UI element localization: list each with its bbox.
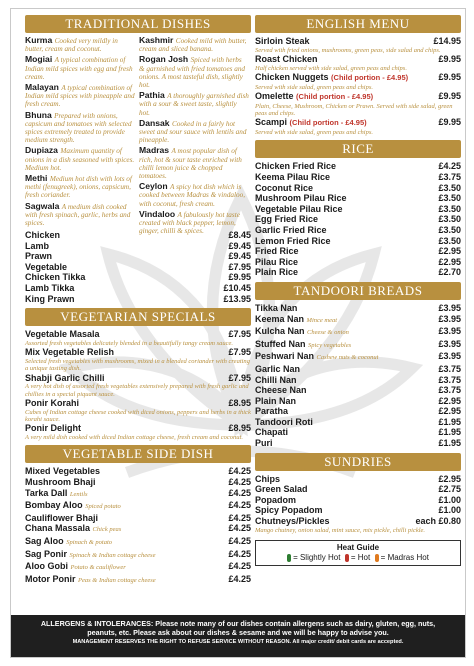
menu-row <box>255 484 461 495</box>
menu-row <box>255 438 461 449</box>
menu-row <box>25 272 251 283</box>
item-name: Sag Aloo Spinach & potato <box>25 535 113 546</box>
item-price: £4.25 <box>228 500 251 511</box>
item-name: Garlic Nan <box>255 363 301 374</box>
item-price: £7.95 <box>228 372 251 383</box>
english-list <box>255 36 461 136</box>
menu-row <box>255 204 461 215</box>
dish-description-item <box>25 146 135 172</box>
dish-description-item <box>25 83 135 109</box>
item-description: Selected fresh vegetables with mushrooms, mixed in a blended coriander with creating a unique tasting dish. <box>25 357 250 373</box>
menu-row <box>25 423 251 434</box>
item-name: Chicken <box>25 230 61 240</box>
menu-row <box>255 267 461 278</box>
item-name: Chutneys/Pickles <box>255 516 330 527</box>
menu-row <box>25 347 251 358</box>
menu-row <box>255 303 461 314</box>
tandoori-list <box>255 303 461 449</box>
item-price: £1.95 <box>438 427 461 438</box>
dish-name: Ceylon <box>139 181 171 192</box>
dish-name: Rogan Josh <box>139 54 191 65</box>
menu-row <box>255 225 461 236</box>
item-description: Served with side salad, green peas and chips. <box>255 129 374 136</box>
dish-description: Cooked in a fairly hot sweet and sour sauce with lentils and pineapple. <box>139 119 247 145</box>
menu-row <box>255 417 461 428</box>
vegetarian-specials-header: VEGETARIAN SPECIALS <box>25 308 251 326</box>
menu-row <box>255 375 461 386</box>
item-name: Popadom <box>255 494 297 505</box>
footer-line-3: MANAGEMENT RESERVES THE RIGHT TO REFUSE SERVICE WITHOUT REASON. All major credit/ debit cards are accepted. <box>72 639 404 645</box>
item-price: £2.95 <box>438 256 461 267</box>
menu-row <box>255 172 461 183</box>
traditional-desc-left <box>25 36 135 229</box>
menu-row <box>255 339 461 352</box>
item-price: £3.50 <box>438 182 461 193</box>
item-price: each £0.80 <box>415 516 461 527</box>
item-price: £1.95 <box>438 438 461 449</box>
dish-description-item <box>25 55 135 81</box>
item-price: £1.00 <box>438 494 461 505</box>
dish-description: A typical combination of Indian mild spices with pineapple and fresh cream. <box>25 84 135 109</box>
item-price: £4.25 <box>228 573 251 584</box>
menu-row <box>25 283 251 294</box>
item-name: Stuffed Nan Spicy vegetables <box>255 338 352 349</box>
item-name: Tarka Dall Lentils <box>25 487 88 498</box>
menu-row <box>255 314 461 327</box>
chili-green-icon <box>287 554 291 562</box>
item-name: Spicy Popadom <box>255 505 323 516</box>
footer-line-1: ALLERGENS & INTOLERANCES: Please note many of our dishes contain allergens such as dairy, gluten, egg, nuts, <box>40 619 436 628</box>
menu-row <box>255 351 461 364</box>
item-price: £4.25 <box>228 512 251 523</box>
vegetable-side-list <box>25 466 251 586</box>
item-price: £2.75 <box>438 484 461 495</box>
item-name: Omelette (Child portion - £4.95) <box>255 91 374 101</box>
item-note: Lentils <box>69 490 88 498</box>
item-price: £8.95 <box>228 423 251 434</box>
vegetarian-list <box>25 329 251 441</box>
item-note: Spinach & potato <box>66 538 113 546</box>
dish-description-item <box>139 182 249 208</box>
item-description: A very hot dish of assorted fresh vegetables extensively prepared with fresh garlic and chillies in a special piquant sauce. <box>25 383 249 398</box>
item-price: £7.95 <box>228 261 251 272</box>
item-price: £2.95 <box>438 473 461 484</box>
menu-row <box>255 326 461 339</box>
item-price: £3.75 <box>438 172 461 182</box>
item-name: Ponir Delight <box>25 423 81 434</box>
item-description: Assorted fresh vegetables delicately blended in a beautifully tangy cream sauce. <box>25 339 234 347</box>
dish-name: Dupiaza <box>25 145 61 156</box>
menu-row <box>255 427 461 438</box>
heat-slightly: = Slightly Hot <box>293 553 341 563</box>
heat-guide-title: Heat Guide <box>336 543 380 553</box>
item-price: £4.25 <box>228 523 251 534</box>
dish-description: Medium hot dish with lots of methi (fenugreek), onions, capsicum, fresh coriander. <box>25 175 132 200</box>
menu-row <box>25 251 251 262</box>
item-description: Half chicken served with side salad, green peas and chips. <box>255 64 407 72</box>
menu-row <box>25 574 251 587</box>
footer-line-2: peanuts, etc. Please ask about our dishes & sesame and we will be happy to advise you. <box>87 628 389 637</box>
menu-row <box>255 364 461 375</box>
dish-name: Sagwala <box>25 200 62 211</box>
item-name: Coconut Rice <box>255 182 314 193</box>
dish-description: A medium dish cooked with fresh spinach, garlic, herbs and spices. <box>25 202 131 228</box>
item-price: £4.25 <box>228 476 251 487</box>
item-description: A very mild dish cooked with diced Indian cottage cheese, fresh cream and coconut. <box>25 433 243 441</box>
menu-row <box>255 406 461 417</box>
item-price: £3.50 <box>438 214 461 225</box>
sundries-list <box>255 474 461 527</box>
item-price: £2.95 <box>438 395 461 406</box>
dish-description: Cooked very mildly in butter, cream and coconut. <box>25 37 118 54</box>
item-name: Cheese Nan <box>255 385 307 396</box>
item-price: £4.25 <box>228 487 251 498</box>
item-name: Sag Ponir Spinach & Indian cottage cheese <box>25 548 156 559</box>
dish-description: A thoroughly garnished dish with a sour & sweet taste, slightly hot. <box>139 92 249 117</box>
item-price: £1.95 <box>438 416 461 427</box>
dish-description-item <box>139 36 249 53</box>
item-name: Lamb Tikka <box>25 282 75 293</box>
item-name: Mix Vegetable Relish <box>25 347 115 358</box>
item-name: Chapati <box>255 427 289 438</box>
dish-description-item <box>25 202 135 228</box>
menu-row <box>255 91 461 103</box>
item-price: £8.95 <box>228 397 251 408</box>
item-price: £3.95 <box>438 313 461 324</box>
heat-guide-legend <box>260 553 456 563</box>
item-name: Prawn <box>25 251 53 262</box>
item-name: Pilau Rice <box>255 256 299 267</box>
item-name: Vegetable Pilau Rice <box>255 203 343 214</box>
item-name: Scampi (Child portion - £4.95) <box>255 117 367 128</box>
dish-name: Mogiai <box>25 54 55 65</box>
item-price: £9.45 <box>228 251 251 262</box>
item-name: Chilli Nan <box>255 374 297 385</box>
item-price: £10.45 <box>223 282 251 293</box>
chili-orange-icon <box>375 554 379 562</box>
item-name: Puri <box>255 438 273 449</box>
item-name: Vegetable <box>25 261 68 272</box>
item-name: Keema Nan Mince meat <box>255 313 338 324</box>
dish-description-item <box>139 146 249 180</box>
item-price: £4.25 <box>228 548 251 559</box>
item-name: King Prawn <box>25 293 75 304</box>
menu-row <box>255 214 461 225</box>
item-price: £13.95 <box>223 293 251 304</box>
item-name: Garlic Fried Rice <box>255 224 327 235</box>
item-name: Aloo Gobi Potato & cauliflower <box>25 561 126 572</box>
item-price: £4.25 <box>228 561 251 572</box>
right-column <box>255 15 461 566</box>
dish-description: A fabulously hot taste created with black pepper, lemon, ginger, chilli & spices. <box>139 210 240 236</box>
dish-name: Vindaloo <box>139 208 178 219</box>
heat-madras: = Madras Hot <box>380 553 429 563</box>
item-note: Spicy vegetables <box>308 341 352 349</box>
child-portion: (Child portion - £4.95) <box>289 118 367 128</box>
item-name: Chips <box>255 473 281 484</box>
menu-row <box>255 474 461 485</box>
item-name: Egg Fried Rice <box>255 214 319 225</box>
item-price: £1.00 <box>438 505 461 516</box>
dish-name: Kashmir <box>139 35 176 45</box>
item-price: £7.95 <box>228 347 251 358</box>
dish-description: A most popular dish of rich, hot & sour taste enriched with chilli lemon juice & chopped tomatoes. <box>139 147 242 181</box>
item-price: £4.25 <box>438 161 461 172</box>
item-name: Motor Ponir Peas & Indian cottage cheese <box>25 573 156 584</box>
item-price: £2.70 <box>438 267 461 278</box>
sundries-note: Mango chutney, onion salad, mint sauce, mix pickle, chilli pickle. <box>255 526 426 534</box>
item-note: Mince meat <box>306 316 338 324</box>
item-name: Chicken Fried Rice <box>255 161 337 172</box>
item-price: £2.95 <box>438 406 461 417</box>
item-name: Chicken Tikka <box>25 272 86 283</box>
item-note: Cheese & onion <box>307 329 349 337</box>
item-name: Roast Chicken <box>255 54 318 64</box>
dish-description: A spicy hot dish which is cooked between Madras & vindaloo, with coconut, fresh cream. <box>139 183 245 208</box>
allergen-footer <box>11 615 465 657</box>
heat-hot: = Hot <box>350 553 371 563</box>
english-menu-header: ENGLISH MENU <box>255 15 461 33</box>
item-description: Cubes of Indian cottage cheese cooked with diced onions, peppers and herbs in a thick korahi sauce. <box>25 408 251 423</box>
menu-row <box>25 536 251 549</box>
item-name: Bombay Aloo Spiced potato <box>25 500 121 511</box>
menu-row <box>255 161 461 172</box>
item-price: £3.50 <box>438 193 461 204</box>
item-name: Lamb <box>25 240 50 251</box>
item-price: £14.95 <box>433 36 461 46</box>
item-description: Plain, Cheese, Mushroom, Chicken or Prawn. Served with side salad, green peas and chips. <box>255 102 453 117</box>
traditional-desc-right <box>139 36 249 237</box>
item-name: Ponir Korahi <box>25 397 80 408</box>
menu-row <box>255 72 461 84</box>
item-name: Chana Massala Chick peas <box>25 523 122 534</box>
item-name: Fried Rice <box>255 246 299 257</box>
item-name: Kulcha Nan Cheese & onion <box>255 326 349 337</box>
vegetable-side-dish-header: VEGETABLE SIDE DISH <box>25 445 251 463</box>
menu-row <box>255 236 461 247</box>
menu-row <box>25 294 251 305</box>
menu-page <box>10 8 466 658</box>
sundries-header: SUNDRIES <box>255 453 461 471</box>
dish-description: Maximum quantity of onions in a dish seasoned with spices. Medium hot. <box>25 147 135 172</box>
item-name: Mixed Vegetables <box>25 466 101 477</box>
menu-row <box>255 396 461 407</box>
dish-description: Cooked mild with butter, cream and sliced banana. <box>139 37 247 54</box>
child-portion: (Child portion - £4.95) <box>331 73 409 82</box>
menu-row <box>25 241 251 252</box>
dish-description: Prepared with onions, capsicum and tomatoes with selected spices extremely treated to provide medium strength. <box>25 111 132 145</box>
item-price: £3.50 <box>438 235 461 246</box>
item-name: Paratha <box>255 406 289 417</box>
dish-description-item <box>139 55 249 89</box>
left-column <box>25 15 251 586</box>
item-note: Cashew nuts & coconut <box>316 354 379 362</box>
item-note: Potato & cauliflower <box>70 564 126 572</box>
item-name: Tikka Nan <box>255 302 298 313</box>
dish-description: Spiced with herbs & garnished with fried tomatoes and onions. A most tasteful dish, slightly hot. <box>139 56 246 90</box>
dish-description-item <box>139 210 249 236</box>
menu-row <box>255 193 461 204</box>
menu-row <box>255 505 461 516</box>
item-price: £3.75 <box>438 385 461 396</box>
item-name: Green Salad <box>255 484 308 495</box>
item-note: Spinach & Indian cottage cheese <box>69 551 156 559</box>
item-name: Plain Nan <box>255 395 297 406</box>
menu-row <box>25 500 251 513</box>
menu-row <box>25 561 251 574</box>
traditional-dishes-header: TRADITIONAL DISHES <box>25 15 251 33</box>
menu-row <box>25 488 251 501</box>
menu-row <box>25 523 251 536</box>
menu-row <box>255 183 461 194</box>
rice-list <box>255 161 461 278</box>
menu-row <box>255 246 461 257</box>
item-price: £3.95 <box>438 338 461 349</box>
dish-name: Dansak <box>139 117 172 128</box>
item-price: £3.95 <box>438 326 461 337</box>
item-name: Vegetable Masala <box>25 329 100 340</box>
rice-header: RICE <box>255 140 461 158</box>
item-name: Shabji Garlic Chilli <box>25 372 105 383</box>
item-note: Peas & Indian cottage cheese <box>78 576 156 584</box>
menu-row <box>255 54 461 65</box>
item-name: Sirloin Steak <box>255 36 310 46</box>
item-price: £7.95 <box>228 329 251 340</box>
traditional-price-list <box>25 230 251 304</box>
item-name: Mushroom Pilau Rice <box>255 193 347 204</box>
dish-description: A typical combination of Indian mild spices with egg and fresh cream. <box>25 56 133 81</box>
dish-description-item <box>139 119 249 145</box>
menu-row <box>255 385 461 396</box>
item-name: Keema Pilau Rice <box>255 172 331 182</box>
item-name: Tandoori Roti <box>255 416 313 427</box>
dish-name: Madras <box>139 145 172 156</box>
menu-row <box>25 373 251 384</box>
item-price: £3.95 <box>438 351 461 362</box>
item-name: Cauliflower Bhaji <box>25 512 99 523</box>
item-price: £3.75 <box>438 374 461 385</box>
item-name: Plain Rice <box>255 267 299 278</box>
menu-row <box>25 513 251 524</box>
item-price: £8.45 <box>228 230 251 240</box>
menu-row <box>25 477 251 488</box>
dish-name: Pathia <box>139 90 168 101</box>
item-price: £4.25 <box>228 466 251 477</box>
item-name: Lemon Fried Rice <box>255 235 331 246</box>
item-price: £2.95 <box>438 246 461 257</box>
menu-row <box>255 516 461 527</box>
item-note: Spiced potato <box>85 503 121 511</box>
item-price: £3.75 <box>438 363 461 374</box>
menu-row <box>25 262 251 273</box>
menu-row <box>255 117 461 129</box>
item-price: £9.95 <box>438 117 461 128</box>
item-price: £9.45 <box>228 240 251 251</box>
chili-red-icon <box>345 554 349 562</box>
menu-row <box>25 398 251 409</box>
dish-description-item <box>139 91 249 117</box>
item-name: Chicken Nuggets (Child portion - £4.95) <box>255 72 409 82</box>
menu-row <box>25 549 251 562</box>
dish-description-item <box>25 36 135 53</box>
child-portion: (Child portion - £4.95) <box>296 92 374 101</box>
item-price: £3.95 <box>438 302 461 313</box>
dish-name: Kurma <box>25 35 55 45</box>
dish-description-item <box>25 174 135 200</box>
item-price: £9.95 <box>438 91 461 101</box>
item-description: Served with fried onions, mushrooms, green peas, side salad and chips. <box>255 46 441 54</box>
dish-description-item <box>25 111 135 145</box>
item-price: £3.50 <box>438 224 461 235</box>
menu-row <box>25 466 251 477</box>
menu-row <box>255 495 461 506</box>
item-description: Served with side salad, green peas and chips. <box>255 83 374 91</box>
item-name: Mushroom Bhaji <box>25 476 96 487</box>
item-price: £9.95 <box>438 72 461 82</box>
item-price: £4.25 <box>228 535 251 546</box>
item-price: £9.95 <box>438 54 461 64</box>
item-name: Peshwari Nan Cashew nuts & coconut <box>255 351 379 362</box>
item-price: £3.50 <box>438 203 461 214</box>
menu-row <box>25 329 251 340</box>
tandoori-breads-header: TANDOORI BREADS <box>255 282 461 300</box>
dish-name: Bhuna <box>25 109 55 120</box>
dish-name: Methi <box>25 173 50 184</box>
menu-row <box>255 257 461 268</box>
item-price: £9.95 <box>228 272 251 283</box>
menu-row <box>255 36 461 47</box>
heat-guide <box>255 540 461 566</box>
dish-name: Malayan <box>25 82 62 93</box>
item-note: Chick peas <box>92 526 122 534</box>
